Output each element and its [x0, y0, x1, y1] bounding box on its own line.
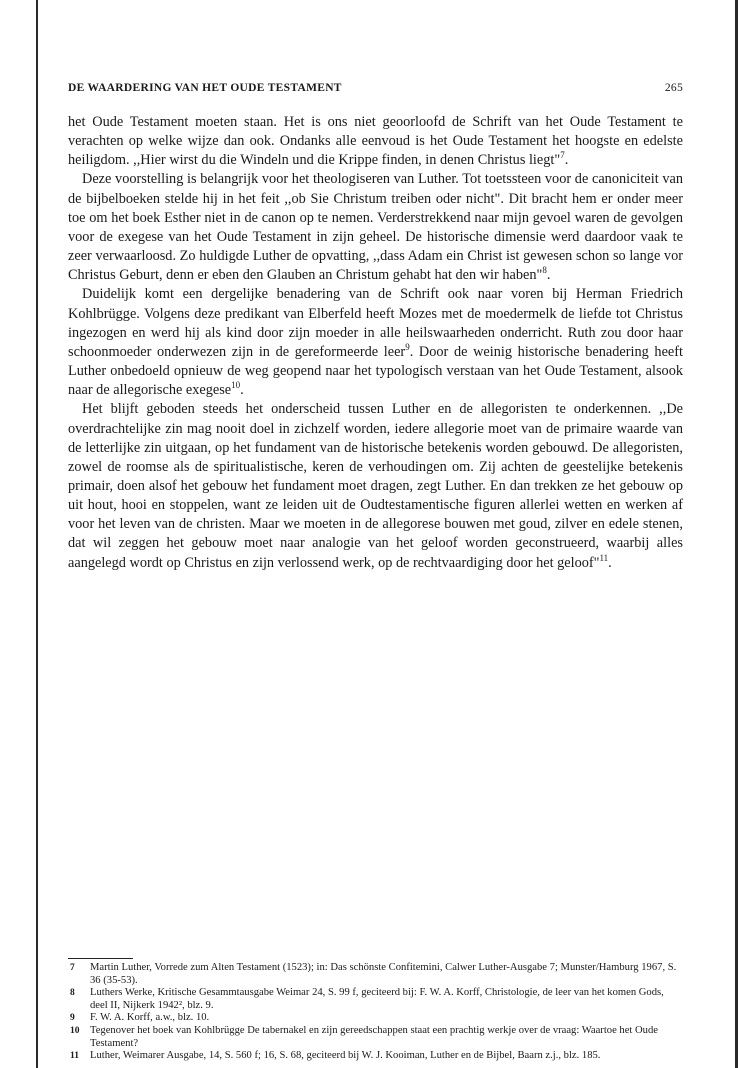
paragraph: Deze voorstelling is belangrijk voor het theologiseren van Luther. Tot toetssteen voor de canoniciteit van de bijbelboeken stelde hij in het feit ,,ob Sie Christum treiben oder nicht". Dit bracht hem er onder meer toe om het boek Esther niet in de canon op te nemen. Verderstrekkend naar mijn gevoel waren de gevolgen voor de exegese van het Oude Testament in zijn geheel. De historische dimensie werd daardoor vaak te zeer verwaarloosd. Zo huldigde Luther de opvatting, ,,dass Adam ein Christ ist gewesen schon so lange vor Christus Geburt, denn er eben den Glauben an Christum gehabt hat den wir haben"$^8$. — [68, 171, 683, 284]
footnote-text: Martin Luther, Vorrede zum Alten Testament (1523); in: Das schönste Confitemini, Calwer Luther-Ausgabe 7; Munster/Hamburg 1967, S. 36 (35-53). — [90, 962, 677, 986]
scan-edge-left — [36, 0, 38, 1068]
footnote-mark[interactable]: 9 — [405, 342, 410, 353]
footnote-mark[interactable]: 11 — [599, 552, 609, 563]
paragraph-text: Duidelijk komt een dergelijke benadering van de Schrift ook naar voren bij Herman Friedrich Kohlbrügge. Volgens deze predikant van Elberfeld heeft Mozes met de moedermelk de liefde tot Christus ingezogen en werd hij als kind door zijn moeder in alle heilswaarheden onderricht. Ruth zou door haar schoonmoeder onderwezen zijn in de gereformeerde leer — [68, 286, 683, 360]
paragraph-text: Het blijft geboden steeds het onderscheid tussen Luther en de allegoristen te onderkennen. ,,De overdrachtelijke zin mag nooit doel in zichzelf worden, iedere allegorie moet van de primaire waarde van de letterlijke zin uitgaan, op het fundament van de historische betekenis worden gebouwd. De allegoristen, zowel de roomse als de spiritualistische, keren de verhoudingen om. Zij achten de geestelijke betekenis primair, doen alsof het gebouw het fundament moet dragen, zegt Luther. En dan trekken ze het gebouw op uit hout, hooi en stoppelen, want ze leiden uit de Oudtestamentische figuren allerlei wetten en werken af voor het leven van de christen. Maar we moeten in de allegorese bouwen met goud, zilver en edele stenen, dat wil zeggen het gebouw moet naar analogie van het geloof worden geconstrueerd, waarbij alles aangelegd wordt op Christus en zijn verlossend werk, op de rechtvaardiging door het geloof" — [68, 401, 683, 571]
footnote — [68, 1025, 683, 1050]
paragraph-text: het Oude Testament moeten staan. Het is ons niet geoorloofd de Schrift van het Oude Testament te verachten op welke wijze dan ook. Ondanks alle eenvoud is het Oude Testament het hoogste en edelste heiligdom. ,,Hier wirst du die Windeln und die Krippe finden, in denen Christus liegt" — [68, 114, 683, 169]
footnote — [68, 962, 683, 987]
footnote-number: 11 — [70, 1051, 79, 1062]
paragraph-text: . Door de weinig historische benadering heeft Luther onbedoeld opnieuw de weg geopend naar het typologisch verstaan van het Oude Testament, alsook naar de allegorische exegese — [68, 343, 683, 399]
running-head — [68, 82, 683, 100]
footnote-mark[interactable]: 10 — [231, 380, 241, 391]
footnote-text: F. W. A. Korff, a.w., blz. 10. — [90, 1012, 210, 1024]
footnote-text: Luther, Weimarer Ausgabe, 14, S. 560 f; 16, S. 68, geciteerd bij W. J. Kooiman, Luther en de Bijbel, Baarn z.j., blz. 185. — [90, 1050, 601, 1062]
paragraph: het Oude Testament moeten staan. Het is ons niet geoorloofd de Schrift van het Oude Testament te verachten op welke wijze dan ook. Ondanks alle eenvoud is het Oude Testament het hoogste en edelste heiligdom. ,,Hier wirst du die Windeln und die Krippe finden, in denen Christus liegt"$^7$. — [68, 114, 683, 169]
footnote-number: 10 — [70, 1025, 80, 1036]
footnote — [68, 987, 683, 1012]
footnote — [68, 1012, 683, 1025]
page — [68, 0, 683, 1068]
paragraph-text: . — [240, 382, 244, 399]
footnote-text: Luthers Werke, Kritische Gesammtausgabe Weimar 24, S. 99 f, geciteerd bij: F. W. A. Korff, Christologie, de leer van het komen Gods, deel II, Nijkerk 1942², blz. 9. — [90, 987, 664, 1011]
footnote-text: Tegenover het boek van Kohlbrügge De tabernakel en zijn gereedschappen staat een prachtig werkje over de vraag: Waartoe het Oude Testament? — [90, 1024, 658, 1049]
running-title: DE WAARDERING VAN HET OUDE TESTAMENT — [68, 82, 342, 94]
footnotes — [68, 962, 683, 1063]
paragraph — [68, 285, 683, 400]
footnote-number: 8 — [70, 988, 75, 999]
footnote — [68, 1050, 683, 1063]
paragraph — [68, 400, 683, 572]
footnote-number: 7 — [70, 963, 75, 973]
footnote-number: 9 — [70, 1013, 75, 1024]
page-number: 265 — [664, 82, 683, 94]
paragraph-text: Deze voorstelling is belangrijk voor het theologiseren van Luther. Tot toetssteen voor de canoniciteit van de bijbelboeken stelde hij in het feit ,,ob Sie Christum treiben oder nicht". Dit bracht hem er onder meer toe om het boek Esther niet in de canon op te nemen. Verderstrekkend naar mijn gevoel waren de gevolgen voor de exegese van het Oude Testament in zijn geheel. De historische dimensie werd daardoor vaak te zeer verwaarloosd. Zo huldigde Luther de opvatting, ,,dass Adam ein Christ ist gewesen schon so lange vor Christus Geburt, denn er eben den Glauben an Christum gehabt hat den wir haben" — [68, 171, 683, 284]
body-text — [68, 113, 683, 573]
footnote-mark[interactable]: 8 — [542, 265, 547, 276]
paragraph-text: . — [608, 554, 612, 571]
footnote-rule — [68, 958, 133, 959]
footnote-mark[interactable]: 7 — [560, 150, 565, 161]
